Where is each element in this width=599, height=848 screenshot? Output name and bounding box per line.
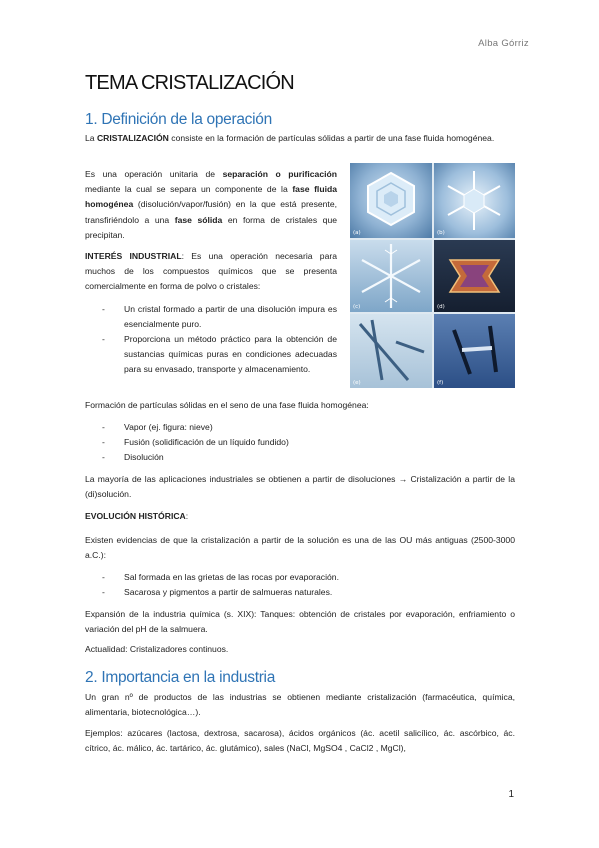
section-1-heading: 1. Definición de la operación bbox=[85, 111, 272, 128]
examples-paragraph: Ejemplos: azúcares (lactosa, dextrosa, sacarosa), ácidos orgánicos (ác. acetil salicílico, ác. ascórbico, ác. cítrico, ác. málico, ác. tartárico, ác. glutámico), sales (NaCl, MgSO4 , CaCl2 , MgCl), bbox=[85, 728, 515, 754]
crystal-photo-f: (f) bbox=[434, 314, 515, 388]
crystal-photo-e: (e) bbox=[350, 314, 432, 388]
document-title: TEMA CRISTALIZACIÓN bbox=[85, 72, 294, 94]
list-item: - Proporciona un método práctico para la obtención de sustancias químicas puras en condiciones adecuadas para su envasado, transporte y almacenamiento. bbox=[102, 334, 337, 374]
list-item: - Disolución bbox=[102, 452, 164, 462]
list-item: - Vapor (ej. figura: nieve) bbox=[102, 422, 213, 432]
list-item: - Sacarosa y pigmentos a partir de salmueras naturales. bbox=[102, 587, 333, 597]
current-status-paragraph: Actualidad: Cristalizadores continuos. bbox=[85, 644, 229, 654]
phase-list bbox=[102, 420, 502, 465]
history-list bbox=[102, 570, 502, 600]
industrial-interest-list bbox=[102, 302, 337, 377]
importance-paragraph: Un gran nº de productos de las industrias se obtienen mediante cristalización (farmacéutica, química, alimentaria, biotecnológica…). bbox=[85, 692, 515, 718]
section-2-heading: 2. Importancia en la industria bbox=[85, 669, 276, 686]
industrial-applications-paragraph: La mayoría de las aplicaciones industriales se obtienen a partir de disoluciones → Cristalización a partir de la (di)solución. bbox=[85, 474, 515, 500]
author-header: Alba Górriz bbox=[478, 38, 529, 49]
chemical-industry-paragraph: Expansión de la industria química (s. XIX): Tanques: obtención de cristales por evaporación, enfriamiento o variación del pH de la salmuera. bbox=[85, 609, 515, 635]
crystals-figure bbox=[350, 163, 515, 388]
crystal-photo-c: (c) bbox=[350, 240, 432, 312]
definition-paragraph: La CRISTALIZACIÓN consiste en la formación de partículas sólidas a partir de una fase fluida homogénea. bbox=[85, 133, 495, 143]
unit-operation-paragraph: Es una operación unitaria de separación o purificación mediante la cual se separa un componente de la fase fluida homogénea (disolución/vapor/fusión) en la que está presente, transfiriéndolo a una fase sólida en forma de cristales que precipitan. bbox=[85, 169, 337, 240]
crystal-photo-a: (a) bbox=[350, 163, 432, 238]
history-heading: EVOLUCIÓN HISTÓRICA: bbox=[85, 511, 189, 521]
list-item: - Un cristal formado a partir de una disolución impura es esencialmente puro. bbox=[102, 304, 337, 329]
list-item: - Sal formada en las grietas de las rocas por evaporación. bbox=[102, 572, 339, 582]
formation-paragraph: Formación de partículas sólidas en el seno de una fase fluida homogénea: bbox=[85, 400, 369, 410]
list-item: - Fusión (solidificación de un líquido fundido) bbox=[102, 437, 289, 447]
page-number: 1 bbox=[508, 789, 514, 800]
crystal-photo-d: (d) bbox=[434, 240, 515, 312]
industrial-interest-paragraph: INTERÉS INDUSTRIAL: Es una operación necesaria para muchos de los compuestos químicos que se presenta comercialmente en forma de polvo o cristales: bbox=[85, 251, 337, 292]
history-paragraph: Existen evidencias de que la cristalización a partir de la solución es una de las OU más antiguas (2500-3000 a.C.): bbox=[85, 535, 515, 561]
crystal-photo-b: (b) bbox=[434, 163, 515, 238]
